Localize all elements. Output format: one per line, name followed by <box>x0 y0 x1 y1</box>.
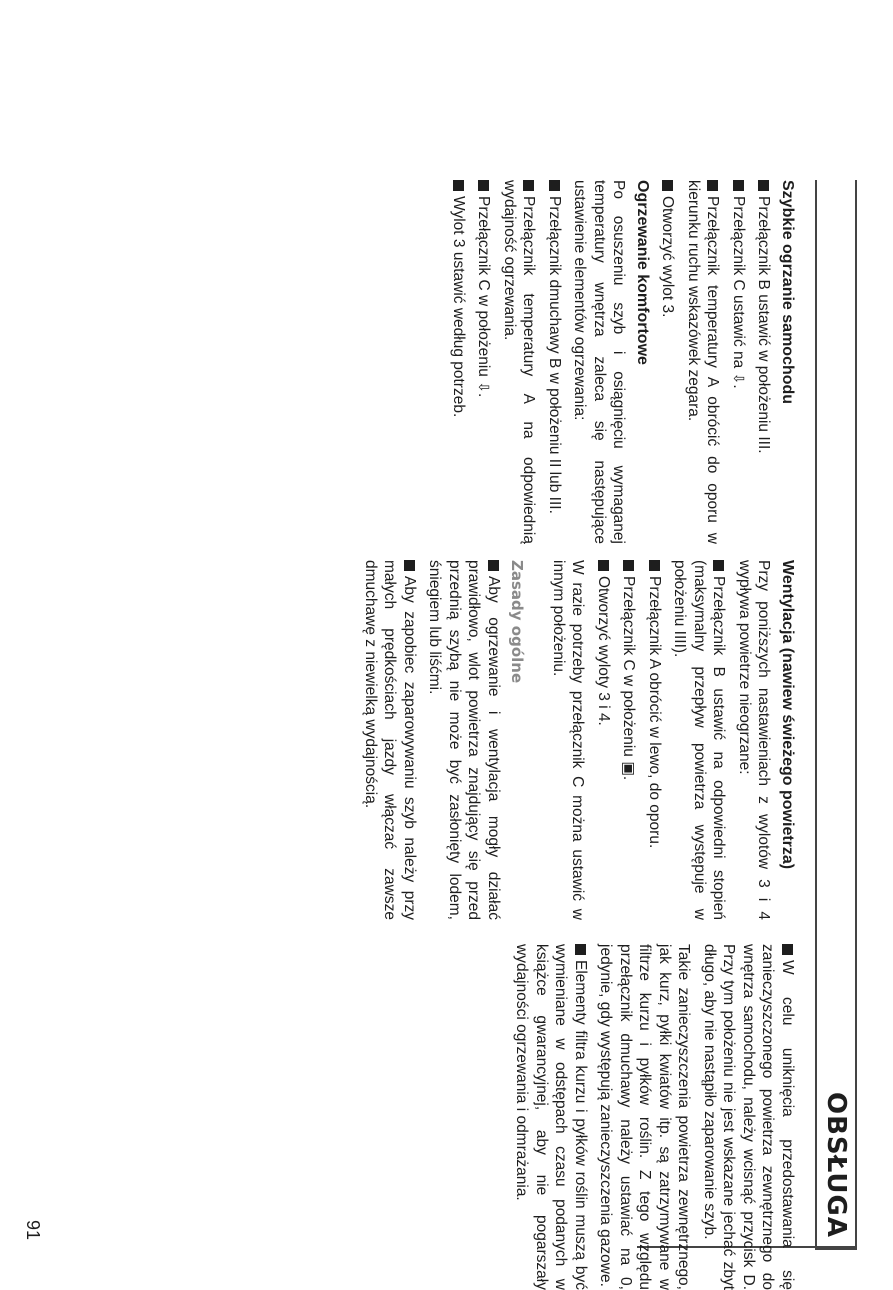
bullet-item <box>754 180 774 544</box>
bullet-item <box>658 180 678 544</box>
bullet-square-icon <box>649 560 660 571</box>
column-3 <box>506 944 797 1290</box>
bullet-square-icon <box>759 180 770 191</box>
heading-ventilation: Wentylacja (nawiew świeżego powietrza) <box>779 560 796 870</box>
bullet-text: Przełącznik temperatury A obrócić do oporu w kierunku ruchu wskazówek zegara. <box>685 180 722 544</box>
bullet-square-icon <box>708 180 719 191</box>
bullet-item <box>729 180 749 544</box>
bullet-square-icon <box>624 560 635 571</box>
bullet-text: Przełącznik C ustawić na <box>730 196 747 373</box>
bullet-text: Przełącznik B ustawić na odpowiedni stopień (maksymalny przepływ powietrza występuje w położeniu IIII). <box>671 560 728 920</box>
bullet-square-icon <box>663 180 674 191</box>
column-1 <box>443 180 798 544</box>
bullet-square-icon <box>524 180 535 191</box>
bullet-item <box>594 560 614 920</box>
bullet-text: Przełącznik C w położeniu <box>475 196 493 382</box>
bullet-square-icon <box>479 180 490 191</box>
bullet-text-end: . <box>730 384 747 389</box>
bullet-square-icon <box>575 944 586 955</box>
bullet-square-icon <box>549 180 560 191</box>
bullet-item <box>619 560 639 920</box>
bullet-item <box>684 180 723 544</box>
paragraph: Po osuszeniu szyb i osiągnięciu wymaganej temperatury wnętrza zaleca się następujące ustawienie elementów ogrzewania: <box>571 180 628 544</box>
bullet-item <box>425 560 503 920</box>
section-title: OBSŁUGA <box>821 1092 851 1238</box>
paragraph: W razie potrzeby przełącznik C można ustawić w innym położeniu. <box>550 560 587 920</box>
bullet-text: Otworzyć wyloty 3 i 4. <box>595 576 612 726</box>
bullet-text: W celu uniknięcia przedostawania się zanieczyszczonego powietrza zewnętrznego do wnętrza samochodu, należy wcisnąć przycisk D. Przy tym położeniu nie jest wskazane jechać zbyt długo, aby nie nastąpiło zaparowanie szyb. <box>701 944 796 1290</box>
bullet-item <box>361 560 420 920</box>
bullet-text: Przełącznik dmuchawy B w położeniu II lub III. <box>546 196 563 514</box>
paragraph: Przy poniższych nastawieniach z wylotów 3 i 4 wypływa powietrze nieogrzane: <box>736 560 773 920</box>
bullet-item <box>670 560 729 920</box>
heading-quick-heating: Szybkie ogrzanie samochodu <box>779 180 796 405</box>
section-header-bar <box>815 180 857 1250</box>
bullet-square-icon <box>714 560 725 571</box>
bullet-text-end: . <box>475 392 493 398</box>
heading-general-rules: Zasady ogólne <box>508 560 527 684</box>
bullet-square-icon <box>598 560 609 571</box>
bullet-text-end: . <box>620 775 638 781</box>
bullet-text: Przełącznik C w położeniu <box>620 576 638 762</box>
bullet-square-icon <box>782 944 793 955</box>
bullet-text: Elementy filtra kurzu i pyłków roślin muszą być wymieniane w odstępach czasu podanych w książce gwarancyjnej, aby nie pogarszały wydajności ogrzewania i odmrażania. <box>513 944 589 1290</box>
bullet-text: Aby zapobiec zaparowywaniu szyb należy przy małych prędkościach jazdy włączać zawsze dmuchawę z niewielką wydajnością. <box>362 560 418 920</box>
bullet-square-icon <box>488 560 499 571</box>
heading-comfort-heating: Ogrzewanie komfortowe <box>634 180 651 365</box>
bullet-item <box>449 180 469 544</box>
page-number: 91 <box>23 1220 43 1241</box>
bullet-item <box>500 180 539 544</box>
bullet-square-icon <box>453 180 464 191</box>
bullet-item <box>474 180 494 544</box>
bullet-item <box>700 944 798 1290</box>
paragraph: Takie zanieczyszczenia powietrza zewnętrznego, jak kurz, pyłki kwiatów itp. są zatrzymywane w filtrze kurzu i pyłków roślin. Z tego względu przełącznik dmuchawy należy ustawiać na 0, jedynie, gdy występują zanieczyszczenia gazowe. <box>597 944 693 1290</box>
airflow-down-icon: ⇩ <box>476 381 493 393</box>
fresh-air-mode-icon: ▣ <box>620 761 638 776</box>
bullet-text: Przełącznik B ustawić w położeniu III. <box>755 196 773 454</box>
bullet-text: Przełącznik A obrócić w lewo, do oporu. <box>646 576 663 849</box>
bullet-text: Otworzyć wylot 3. <box>659 196 677 318</box>
bullet-square-icon <box>733 180 744 191</box>
bullet-text: Aby ogrzewanie i wentylacja mogły działać prawidłowo, wlot powietrza znajdujący się przed przednią szybą nie może być zasłonięty lodem, śniegiem lub liśćmi. <box>426 560 502 920</box>
bullet-square-icon <box>404 560 415 571</box>
bullet-text: Przełącznik temperatury A na odpowiednią wydajność ogrzewania. <box>501 180 538 544</box>
bullet-item <box>645 560 665 920</box>
airflow-down-icon: ⇩ <box>731 372 747 385</box>
bullet-item <box>512 944 590 1290</box>
bullet-text: Wylot 3 ustawić według potrzeb. <box>450 196 467 418</box>
column-2 <box>355 560 798 920</box>
bullet-item <box>545 180 565 544</box>
